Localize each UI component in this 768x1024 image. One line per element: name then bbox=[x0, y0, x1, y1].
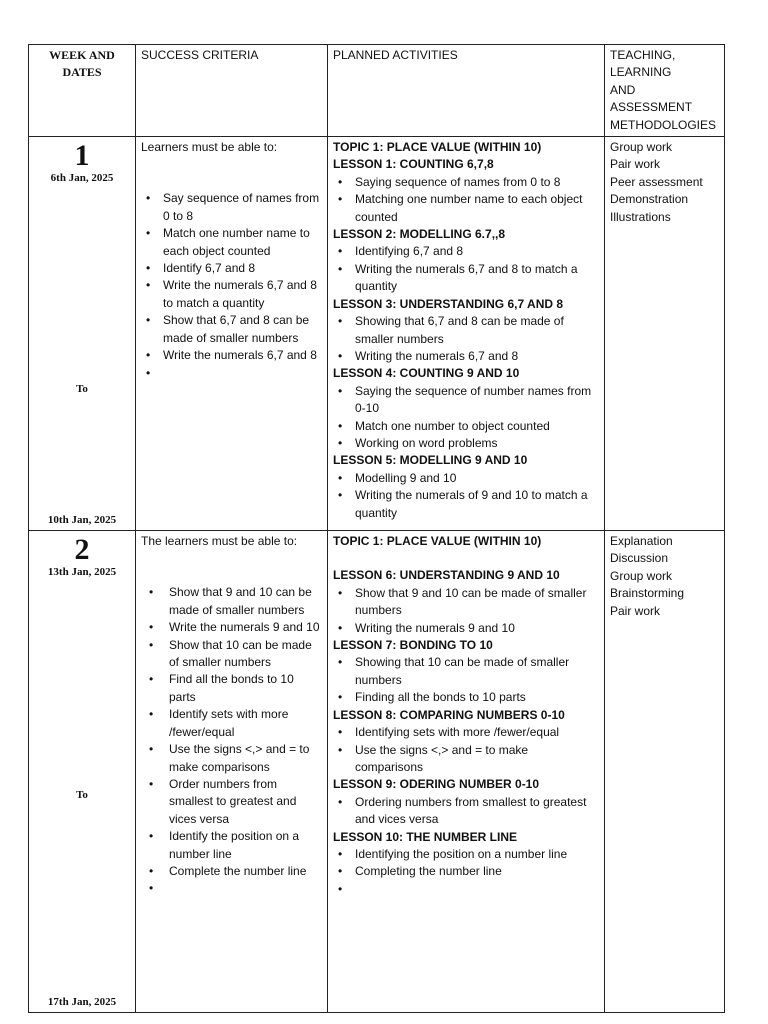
header-row bbox=[29, 45, 725, 137]
criteria-item: • Say sequence of names from 0 to 8 bbox=[141, 190, 322, 225]
method-item: Discussion bbox=[610, 551, 669, 566]
criteria-item: • Show that 10 can be made of smaller numbers bbox=[141, 637, 322, 672]
method-item: Explanation bbox=[610, 534, 673, 549]
header-success-label: SUCCESS CRITERIA bbox=[141, 48, 259, 62]
success-criteria-cell bbox=[136, 531, 328, 1013]
method-item: Peer assessment bbox=[610, 174, 703, 189]
lesson-item: • Identifying sets with more /fewer/equal bbox=[333, 724, 599, 741]
lesson-item: • Showing that 6,7 and 8 can be made of smaller numbers bbox=[333, 313, 599, 348]
header-methods-line2: LEARNING bbox=[610, 65, 672, 80]
week-row-1 bbox=[29, 137, 725, 531]
method-item: Brainstorming bbox=[610, 586, 685, 601]
lesson-item: • Writing the numerals 6,7 and 8 to match a quantity bbox=[333, 261, 599, 296]
header-methodologies bbox=[605, 45, 725, 137]
criteria-intro: The learners must be able to: bbox=[141, 534, 298, 549]
lesson-list bbox=[333, 470, 599, 522]
criteria-item: • Identify 6,7 and 8 bbox=[141, 260, 322, 277]
lesson-heading: LESSON 10: THE NUMBER LINE bbox=[333, 829, 518, 844]
header-planned-activities bbox=[328, 45, 605, 137]
lesson-list bbox=[333, 174, 599, 226]
lesson-item: • Saying sequence of names from 0 to 8 bbox=[333, 174, 599, 191]
criteria-item: • Use the signs <,> and = to make comparisons bbox=[141, 741, 322, 776]
week-number: 1 bbox=[74, 139, 90, 173]
criteria-item: • Write the numerals 6,7 and 8 bbox=[141, 347, 322, 364]
lesson-item: • Matching one number name to each object counted bbox=[333, 191, 599, 226]
criteria-item: • Identify sets with more /fewer/equal bbox=[141, 706, 322, 741]
week-number: 2 bbox=[74, 533, 90, 567]
week-end-date: 17th Jan, 2025 bbox=[47, 995, 117, 1008]
criteria-item-empty bbox=[141, 880, 322, 897]
week-row-2 bbox=[29, 531, 725, 1013]
lesson-list bbox=[333, 243, 599, 295]
lesson-item: • Show that 9 and 10 can be made of smaller numbers bbox=[333, 585, 599, 620]
method-item: Group work bbox=[610, 568, 673, 583]
week-start-date: 6th Jan, 2025 bbox=[50, 172, 114, 185]
planned-activities-cell bbox=[328, 137, 605, 531]
lesson-item: • Ordering numbers from smallest to greatest and vices versa bbox=[333, 794, 599, 829]
header-activities-label: PLANNED ACTIVITIES bbox=[333, 48, 458, 62]
lesson-heading: LESSON 5: MODELLING 9 AND 10 bbox=[333, 453, 528, 468]
criteria-item: • Find all the bonds to 10 parts bbox=[141, 671, 322, 706]
lesson-item: • Writing the numerals 9 and 10 bbox=[333, 620, 599, 637]
lesson-item: • Writing the numerals 6,7 and 8 bbox=[333, 348, 599, 365]
criteria-item: • Identify the position on a number line bbox=[141, 828, 322, 863]
week-start-date: 13th Jan, 2025 bbox=[47, 566, 117, 579]
spacer bbox=[141, 550, 322, 584]
lesson-list bbox=[333, 724, 599, 776]
criteria-list bbox=[141, 190, 322, 381]
criteria-list bbox=[141, 584, 322, 897]
lesson-item: • Saying the sequence of number names from 0-10 bbox=[333, 383, 599, 418]
lesson-item: • Finding all the bonds to 10 parts bbox=[333, 689, 599, 706]
lesson-heading: LESSON 2: MODELLING 6.7,,8 bbox=[333, 227, 506, 242]
method-item: Illustrations bbox=[610, 209, 671, 224]
criteria-item: • Order numbers from smallest to greatest and vices versa bbox=[141, 776, 322, 828]
methodologies-cell bbox=[605, 137, 725, 531]
method-item: Pair work bbox=[610, 157, 661, 172]
lesson-list bbox=[333, 313, 599, 365]
header-week-line1: WEEK AND bbox=[49, 48, 115, 62]
criteria-item: • Show that 6,7 and 8 can be made of smaller numbers bbox=[141, 312, 322, 347]
header-success-criteria bbox=[136, 45, 328, 137]
header-week-and-dates bbox=[29, 45, 136, 137]
criteria-item: • Write the numerals 6,7 and 8 to match a quantity bbox=[141, 277, 322, 312]
lesson-item: • Identifying the position on a number line bbox=[333, 846, 599, 863]
lesson-list bbox=[333, 383, 599, 453]
week-to-label: To bbox=[76, 789, 88, 802]
lesson-item: • Completing the number line bbox=[333, 863, 599, 880]
lesson-item: • Use the signs <,> and = to make comparisons bbox=[333, 742, 599, 777]
lesson-heading: LESSON 1: COUNTING 6,7,8 bbox=[333, 157, 494, 172]
lesson-heading: LESSON 6: UNDERSTANDING 9 AND 10 bbox=[333, 568, 560, 583]
header-methods-line4: METHODOLOGIES bbox=[610, 117, 717, 132]
criteria-intro: Learners must be able to: bbox=[141, 140, 278, 155]
lesson-item: • Working on word problems bbox=[333, 435, 599, 452]
spacer bbox=[333, 550, 599, 567]
lesson-heading: LESSON 7: BONDING TO 10 bbox=[333, 638, 493, 653]
topic-heading: TOPIC 1: PLACE VALUE (WITHIN 10) bbox=[333, 140, 542, 155]
criteria-item-empty bbox=[141, 365, 322, 382]
lesson-heading: LESSON 3: UNDERSTANDING 6,7 AND 8 bbox=[333, 296, 564, 311]
lesson-list bbox=[333, 585, 599, 637]
lesson-item: • Writing the numerals of 9 and 10 to match a quantity bbox=[333, 487, 599, 522]
lesson-list bbox=[333, 794, 599, 829]
lesson-item-empty bbox=[333, 881, 599, 898]
success-criteria-cell bbox=[136, 137, 328, 531]
topic-heading: TOPIC 1: PLACE VALUE (WITHIN 10) bbox=[333, 534, 542, 549]
header-week-line2: DATES bbox=[62, 65, 102, 80]
spacer bbox=[141, 156, 322, 190]
lesson-heading: LESSON 8: COMPARING NUMBERS 0-10 bbox=[333, 707, 565, 722]
week-dates-cell bbox=[29, 531, 136, 1013]
lesson-list bbox=[333, 654, 599, 706]
lesson-item: • Showing that 10 can be made of smaller numbers bbox=[333, 654, 599, 689]
scheme-of-work-table bbox=[28, 44, 725, 1013]
lesson-list bbox=[333, 846, 599, 898]
lesson-heading: LESSON 4: COUNTING 9 AND 10 bbox=[333, 366, 520, 381]
criteria-item: • Match one number name to each object counted bbox=[141, 225, 322, 260]
method-item: Group work bbox=[610, 140, 673, 155]
method-item: Demonstration bbox=[610, 192, 689, 207]
criteria-item: • Show that 9 and 10 can be made of smaller numbers bbox=[141, 584, 322, 619]
header-methods-line3: AND ASSESSMENT bbox=[610, 82, 693, 115]
lesson-item: • Modelling 9 and 10 bbox=[333, 470, 599, 487]
lesson-item: • Match one number to object counted bbox=[333, 418, 599, 435]
week-to-label: To bbox=[76, 383, 88, 396]
criteria-item: • Write the numerals 9 and 10 bbox=[141, 619, 322, 636]
week-dates-cell bbox=[29, 137, 136, 531]
method-item: Pair work bbox=[610, 603, 661, 618]
planned-activities-cell bbox=[328, 531, 605, 1013]
criteria-item: • Complete the number line bbox=[141, 863, 322, 880]
lesson-item: • Identifying 6,7 and 8 bbox=[333, 243, 599, 260]
lesson-heading: LESSON 9: ODERING NUMBER 0-10 bbox=[333, 777, 540, 792]
header-methods-line1: TEACHING, bbox=[610, 48, 676, 62]
methodologies-cell bbox=[605, 531, 725, 1013]
week-end-date: 10th Jan, 2025 bbox=[47, 513, 117, 526]
